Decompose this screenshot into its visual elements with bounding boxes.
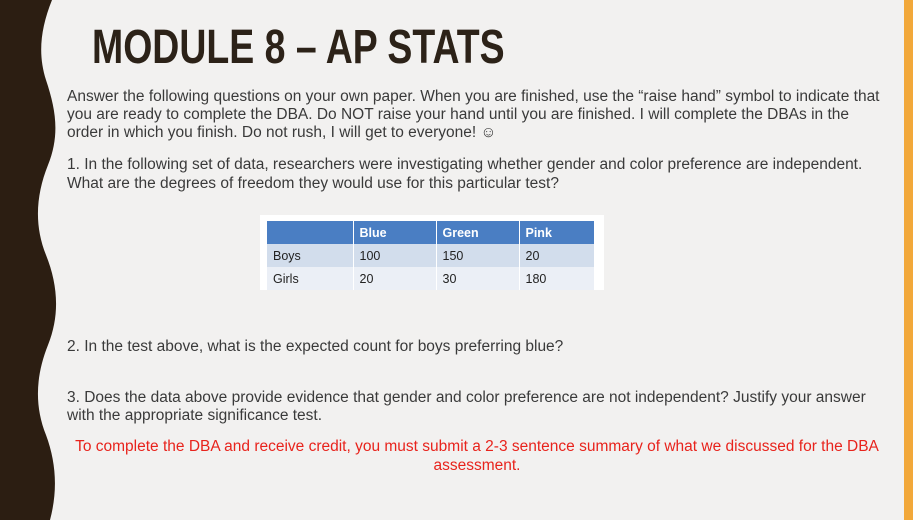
table-header-row xyxy=(267,221,594,244)
credit-note: To complete the DBA and receive credit, you must submit a 2-3 sentence summary of what we discussed for the DBA assessment. xyxy=(75,438,879,474)
table-header-cell: Blue xyxy=(353,221,436,244)
table-header-cell: Pink xyxy=(519,221,594,244)
question-2: 2. In the test above, what is the expected count for boys preferring blue? xyxy=(67,338,564,355)
table-cell: 30 xyxy=(436,267,519,290)
table-cell: 180 xyxy=(519,267,594,290)
table-cell: 20 xyxy=(519,244,594,267)
data-table-container xyxy=(260,215,604,290)
question-3: 3. Does the data above provide evidence that gender and color preference are not independent? Justify your answer with the appropriate significance test. xyxy=(67,389,866,424)
table-cell: 150 xyxy=(436,244,519,267)
table-header-cell xyxy=(267,221,354,244)
table-row xyxy=(267,244,594,267)
left-decorative-band xyxy=(0,0,70,520)
table-cell: 20 xyxy=(353,267,436,290)
data-table xyxy=(266,221,594,290)
table-cell: Girls xyxy=(267,267,354,290)
table-cell: 100 xyxy=(353,244,436,267)
instructions-text: Answer the following questions on your own paper. When you are finished, use the “raise hand” symbol to indicate that you are ready to complete the DBA. Do NOT raise your hand until you are finished. I will complete the DBAs in the order in which you finish. Do not rush, I will get to everyone! ☺ xyxy=(67,88,880,141)
table-header-cell: Green xyxy=(436,221,519,244)
question-1: 1. In the following set of data, researchers were investigating whether gender and color preference are independent. What are the degrees of freedom they would use for this particular test? xyxy=(67,156,863,192)
table-cell: Boys xyxy=(267,244,354,267)
page-title: MODULE 8 – AP STATS xyxy=(92,21,505,74)
right-accent-band xyxy=(904,0,913,520)
table-row xyxy=(267,267,594,290)
